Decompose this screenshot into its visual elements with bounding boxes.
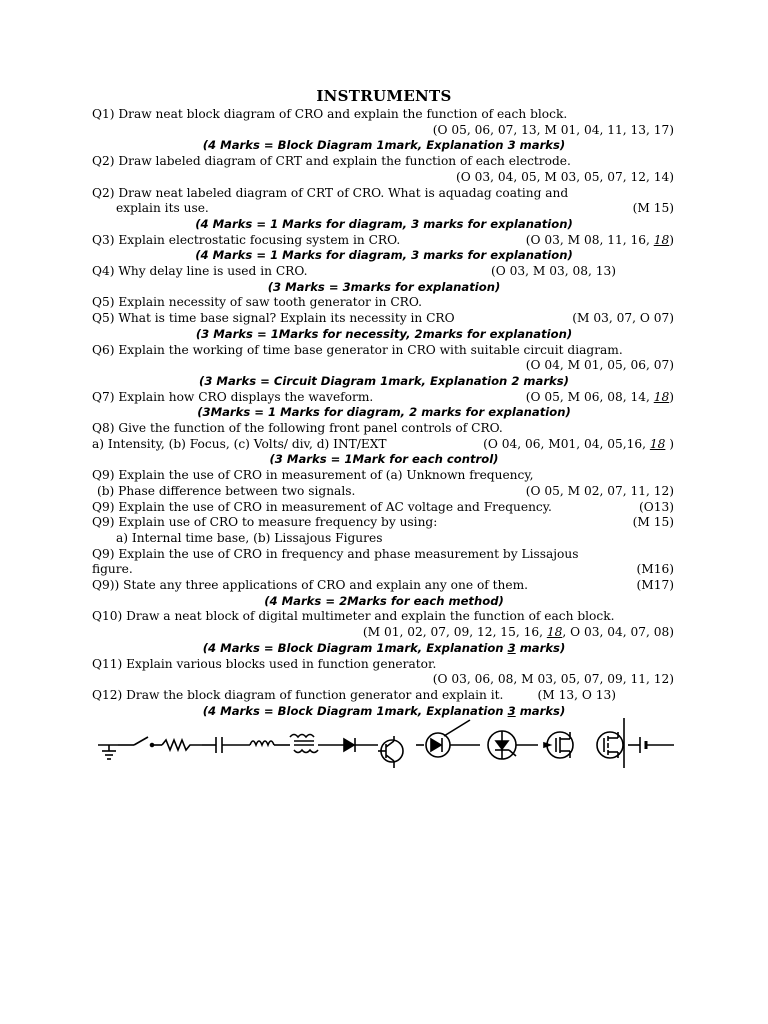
question-text: Q5) Explain necessity of saw tooth generator in CRO. [92, 295, 423, 310]
question-line [0, 436, 768, 452]
question-text: Q9)) State any three applications of CRO and explain any one of them. [92, 578, 529, 592]
question-line [0, 624, 768, 640]
exam-reference: (O 03, 04, 05, M 03, 05, 07, 12, 14) [455, 169, 674, 184]
question-text: Q8) Give the function of the following front panel controls of CRO. [92, 421, 503, 435]
question-text: Q9) Explain the use of CRO in measurement of AC voltage and Frequency. [92, 499, 552, 514]
exam-reference: (O 05, M 02, 07, 11, 12) [525, 483, 674, 498]
circuit-symbols-strip [98, 714, 678, 770]
scr-icon [488, 731, 538, 759]
question-line [0, 514, 768, 530]
exam-reference: (O 03, M 08, 11, 16, 18) [525, 232, 674, 247]
question-line [0, 169, 768, 185]
marks-text: (4 Marks = Block Diagram 1mark, Explanation 3 marks) [202, 640, 566, 655]
question-line [0, 561, 768, 577]
marks-text: (4 Marks = 1 Marks for diagram, 3 marks for explanation) [195, 216, 573, 231]
question-line [0, 420, 768, 436]
exam-reference: (M 15) [632, 515, 674, 530]
exam-reference: (M17) [636, 578, 674, 592]
question-line [0, 122, 768, 138]
marks-text: (3 Marks = 1Marks for necessity, 2marks for explanation) [195, 326, 573, 341]
marks-text: (4 Marks = Block Diagram 1mark, Explanation 3 marks) [202, 138, 566, 153]
capacitor-icon [202, 737, 250, 753]
question-line [0, 608, 768, 624]
marks-line [0, 593, 768, 609]
battery-icon [628, 737, 674, 753]
question-text: Q9) Explain the use of CRO in measurement of (a) Unknown frequency, [92, 468, 534, 483]
question-text: explain its use. [116, 201, 209, 216]
photodiode-icon [416, 720, 480, 757]
question-line [0, 185, 768, 201]
transistor-icon [378, 736, 403, 768]
marks-text: (3Marks = 1 Marks for diagram, 2 marks for explanation) [197, 405, 571, 420]
mosfet-icon [544, 732, 573, 758]
marks-line [0, 404, 768, 420]
question-text: Q2) Draw labeled diagram of CRT and explain the function of each electrode. [92, 154, 571, 169]
question-text: Q11) Explain various blocks used in function generator. [92, 656, 437, 671]
exam-reference: (M 13, O 13) [537, 687, 616, 702]
exam-reference: (O13) [638, 499, 674, 514]
exam-reference: (O 05, M 06, 08, 14, 18) [525, 389, 674, 404]
marks-line [0, 640, 768, 656]
question-text: Q9) Explain the use of CRO in frequency and phase measurement by Lissajous [92, 546, 579, 561]
question-text: Q5) What is time base signal? Explain its necessity in CRO [92, 311, 455, 326]
question-text: a) Internal time base, (b) Lissajous Figures [116, 530, 383, 545]
transformer-icon [290, 735, 344, 753]
switch-icon [118, 737, 162, 747]
marks-line [0, 216, 768, 232]
question-text: Q7) Explain how CRO displays the waveform. [92, 389, 374, 404]
question-line [0, 106, 768, 122]
question-text: Q1) Draw neat block diagram of CRO and explain the function of each block. [92, 107, 568, 121]
question-text: a) Intensity, (b) Focus, (c) Volts/ div, d) INT/EXT [92, 436, 387, 451]
question-text: Q4) Why delay line is used in CRO. [92, 264, 308, 278]
question-line [0, 671, 768, 687]
question-line [0, 342, 768, 358]
question-line [0, 483, 768, 499]
mosfet-enhancement-icon [597, 718, 624, 768]
question-line [0, 656, 768, 672]
question-line [0, 232, 768, 248]
question-line [0, 263, 768, 279]
question-text: Q6) Explain the working of time base generator in CRO with suitable circuit diagram. [92, 342, 623, 357]
question-text: Q2) Draw neat labeled diagram of CRT of CRO. What is aquadag coating and [92, 185, 569, 200]
question-line [0, 310, 768, 326]
question-text: Q9) Explain use of CRO to measure frequency by using: [92, 515, 438, 530]
resistor-icon [162, 740, 202, 750]
question-text: figure. [92, 562, 133, 577]
marks-line [0, 137, 768, 153]
marks-text: (3 Marks = 1Mark for each control) [269, 452, 499, 467]
question-line [0, 389, 768, 405]
question-line [0, 530, 768, 546]
question-line [0, 467, 768, 483]
question-line [0, 577, 768, 593]
marks-text: (3 Marks = Circuit Diagram 1mark, Explanation 2 marks) [199, 373, 569, 388]
exam-reference: (M16) [636, 562, 674, 577]
exam-reference: (M 15) [632, 201, 674, 216]
marks-line [0, 247, 768, 263]
question-text: (b) Phase difference between two signals. [97, 483, 356, 498]
marks-text: (3 Marks = 3marks for explanation) [267, 279, 501, 294]
exam-reference: (O 04, 06, M01, 04, 05,16, 18 ) [483, 436, 674, 451]
marks-text: (4 Marks = 2Marks for each method) [264, 593, 504, 608]
exam-reference: (O 04, M 01, 05, 06, 07) [525, 358, 674, 373]
exam-reference: (O 05, 06, 07, 13, M 01, 04, 11, 13, 17) [432, 122, 674, 137]
exam-reference: (O 03, 06, 08, M 03, 05, 07, 09, 11, 12) [432, 672, 674, 687]
marks-line [0, 451, 768, 467]
question-text: Q10) Draw a neat block of digital multimeter and explain the function of each block. [92, 609, 615, 624]
exam-reference: (M 03, 07, O 07) [572, 311, 674, 326]
marks-line [0, 326, 768, 342]
question-line [0, 294, 768, 310]
question-line [0, 687, 768, 703]
question-line [0, 153, 768, 169]
question-line [0, 546, 768, 562]
marks-line [0, 279, 768, 295]
question-text: Q3) Explain electrostatic focusing system in CRO. [92, 232, 401, 247]
ground-icon [98, 745, 118, 759]
diode-icon [344, 738, 378, 752]
question-text: Q12) Draw the block diagram of function generator and explain it. [92, 687, 504, 702]
marks-text: (4 Marks = 1 Marks for diagram, 3 marks for explanation) [195, 248, 573, 263]
exam-reference: (O 03, M 03, 08, 13) [490, 264, 616, 278]
exam-reference: (M 01, 02, 07, 09, 12, 15, 16, 18, O 03, 04, 07, 08) [362, 625, 674, 640]
marks-text: (4 Marks = Block Diagram 1mark, Explanation 3 marks) [202, 703, 566, 718]
page-title: INSTRUMENTS [316, 87, 452, 105]
question-line [0, 200, 768, 216]
question-line [0, 357, 768, 373]
question-line [0, 499, 768, 515]
marks-line [0, 373, 768, 389]
inductor-icon [250, 741, 290, 745]
